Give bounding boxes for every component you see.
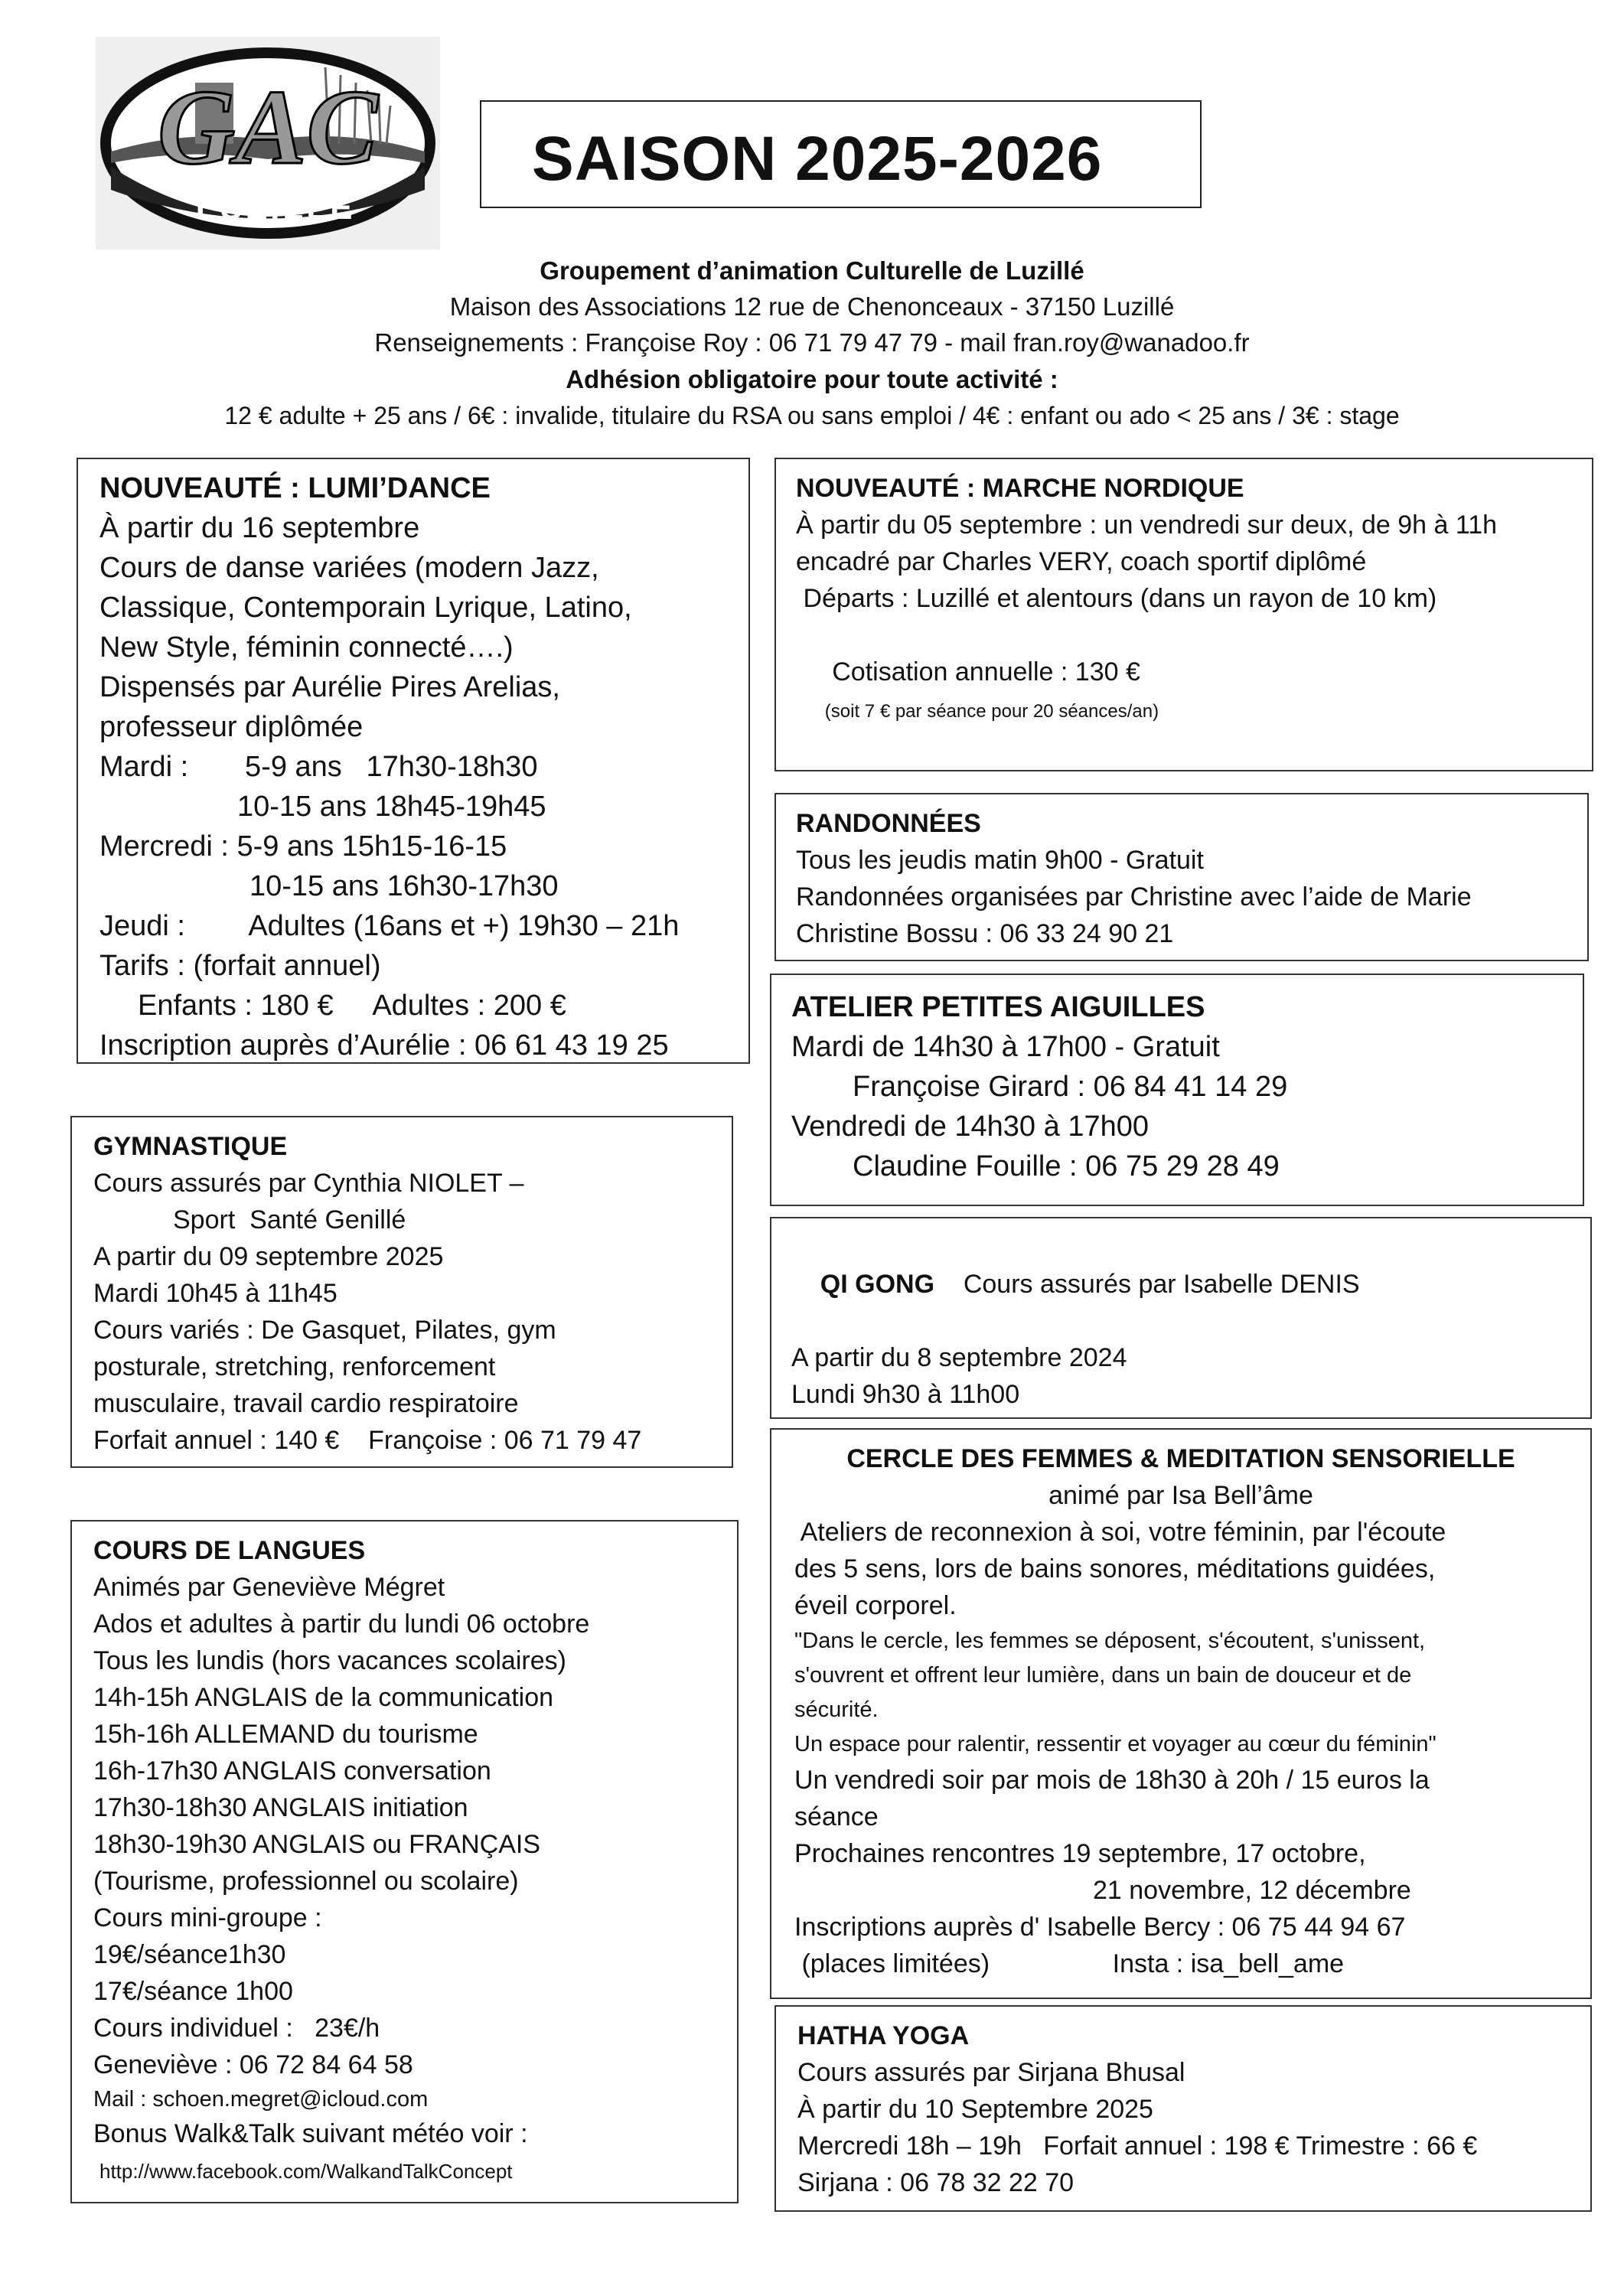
gymnastique-line: posturale, stretching, renforcement [93,1352,496,1381]
marche-box [774,458,1593,771]
langues-line: (Tourisme, professionnel ou scolaire) [93,1867,519,1896]
gac-logo [96,37,440,249]
logo-letters: GAC [158,68,378,187]
yoga-title: HATHA YOGA [797,2021,970,2050]
cercle-line: éveil corporel. [794,1591,957,1620]
marche-cotisation-note: (soit 7 € par séance pour 20 séances/an) [824,701,1159,722]
marche-cotisation: Cotisation annuelle : 130 € [824,657,1140,687]
langues-line: Tous les lundis (hors vacances scolaires) [93,1646,566,1675]
org-contact: Renseignements : Françoise Roy : 06 71 79 47 79 - mail fran.roy@wanadoo.fr [374,328,1250,357]
gymnastique-box [70,1116,733,1468]
aiguilles-title: ATELIER PETITES AIGUILLES [791,991,1205,1023]
langues-box [70,1520,739,2203]
gymnastique-title: GYMNASTIQUE [93,1132,288,1161]
gymnastique-line: Forfait annuel : 140 € Françoise : 06 71 79 47 [93,1426,642,1455]
lumidance-line: Classique, Contemporain Lyrique, Latino, [99,592,632,624]
lumidance-line: À partir du 16 septembre [99,512,420,544]
lumidance-line: 10-15 ans 18h45-19h45 [237,791,546,823]
cercle-title: CERCLE DES FEMMES & MEDITATION SENSORIELLE [846,1444,1515,1473]
qigong-subtitle: Cours assurés par Isabelle DENIS [963,1270,1360,1299]
marche-line: Départs : Luzillé et alentours (dans un rayon de 10 km) [796,584,1437,613]
qigong-box [770,1217,1592,1419]
langues-line: Geneviève : 06 72 84 64 58 [93,2050,413,2079]
org-address: Maison des Associations 12 rue de Chenonceaux - 37150 Luzillé [449,292,1175,321]
langues-line: 17€/séance 1h00 [93,1977,293,2006]
lumidance-line: Cours de danse variées (modern Jazz, [99,552,599,584]
lumidance-line: Enfants : 180 € Adultes : 200 € [138,990,566,1022]
yoga-line: À partir du 10 Septembre 2025 [797,2095,1153,2124]
aiguilles-line: Françoise Girard : 06 84 41 14 29 [853,1071,1288,1103]
season-title-box [480,100,1202,208]
langues-line: 18h30-19h30 ANGLAIS ou FRANÇAIS [93,1830,540,1859]
lumidance-line: 10-15 ans 16h30-17h30 [249,870,559,902]
yoga-line: Cours assurés par Sirjana Bhusal [797,2058,1185,2087]
cercle-line: 21 novembre, 12 décembre [1093,1876,1411,1905]
lumidance-line: Mardi : 5-9 ans 17h30-18h30 [99,751,538,783]
marche-title: NOUVEAUTÉ : MARCHE NORDIQUE [796,474,1244,503]
qigong-line: A partir du 8 septembre 2024 [791,1343,1127,1372]
cercle-line: des 5 sens, lors de bains sonores, méditations guidées, [794,1554,1436,1583]
cercle-line: Inscriptions auprès d' Isabelle Bercy : 06 75 44 94 67 [794,1913,1406,1942]
aiguilles-line: Vendredi de 14h30 à 17h00 [791,1110,1149,1143]
cercle-quote: sécurité. [794,1698,879,1722]
randonnees-title: RANDONNÉES [796,809,981,838]
aiguilles-box [770,974,1584,1206]
lumidance-line: professeur diplômée [99,711,364,743]
lumidance-line: Inscription auprès d’Aurélie : 06 61 43 19 25 [99,1029,669,1062]
randonnees-line: Tous les jeudis matin 9h00 - Gratuit [796,846,1204,875]
walk-talk-link: http://www.facebook.com/WalkandTalkConcept [99,2160,513,2183]
langues-line: 14h-15h ANGLAIS de la communication [93,1683,554,1712]
langues-line: 16h-17h30 ANGLAIS conversation [93,1756,491,1786]
aiguilles-line: Mardi de 14h30 à 17h00 - Gratuit [791,1031,1220,1063]
marche-line: encadré par Charles VERY, coach sportif diplômé [796,547,1367,576]
langues-line: Bonus Walk&Talk suivant météo voir : [93,2119,528,2148]
langues-line: Cours individuel : 23€/h [93,2014,380,2043]
qigong-title: QI GONG [820,1270,935,1299]
cercle-quote: s'ouvrent et offrent leur lumière, dans un bain de douceur et de [794,1663,1412,1688]
cercle-line: Un vendredi soir par mois de 18h30 à 20h / 15 euros la [794,1766,1430,1795]
aiguilles-line: Claudine Fouille : 06 75 29 28 49 [853,1150,1280,1182]
season-title: SAISON 2025-2026 [532,124,1103,194]
gac-logo-graphic [96,37,440,249]
logo-place: LUZILLÉ [195,189,356,227]
randonnees-line: Christine Bossu : 06 33 24 90 21 [796,919,1174,948]
lumidance-line: New Style, féminin connecté….) [99,631,514,664]
gymnastique-line: A partir du 09 septembre 2025 [93,1242,444,1271]
lumidance-line: Mercredi : 5-9 ans 15h15-16-15 [99,830,507,863]
membership-title: Adhésion obligatoire pour toute activité : [566,365,1058,393]
yoga-line: Mercredi 18h – 19h Forfait annuel : 198 € Trimestre : 66 € [797,2131,1478,2161]
lumidance-line: Jeudi : Adultes (16ans et +) 19h30 – 21h [99,910,680,942]
qigong-line: Lundi 9h30 à 11h00 [791,1380,1020,1409]
gymnastique-line: Cours variés : De Gasquet, Pilates, gym [93,1316,556,1345]
langues-line: Animés par Geneviève Mégret [93,1573,445,1602]
yoga-line: Sirjana : 06 78 32 22 70 [797,2168,1075,2197]
gymnastique-line: Sport Santé Genillé [173,1205,406,1234]
langues-line: 15h-16h ALLEMAND du tourisme [93,1720,478,1749]
cercle-box [770,1428,1592,1999]
randonnees-line: Randonnées organisées par Christine avec l’aide de Marie [796,882,1472,912]
lumidance-line: Dispensés par Aurélie Pires Arelias, [99,671,560,703]
lumidance-title: NOUVEAUTÉ : LUMI’DANCE [99,472,491,504]
gymnastique-line: musculaire, travail cardio respiratoire [93,1389,519,1418]
membership-prices: 12 € adulte + 25 ans / 6€ : invalide, titulaire du RSA ou sans emploi / 4€ : enfant ou ado < 25 ans / 3€ : stage [224,402,1400,429]
langues-line: Cours mini-groupe : [93,1903,322,1932]
langues-email: Mail : schoen.megret@icloud.com [93,2087,429,2112]
randonnees-box [774,793,1589,961]
cercle-line: Prochaines rencontres 19 septembre, 17 octobre, [794,1839,1366,1868]
cercle-quote: "Dans le cercle, les femmes se déposent, s'écoutent, s'unissent, [794,1629,1426,1653]
gymnastique-line: Cours assurés par Cynthia NIOLET – [93,1169,524,1198]
org-name: Groupement d’animation Culturelle de Luzillé [540,256,1084,285]
cercle-line: Ateliers de reconnexion à soi, votre féminin, par l'écoute [794,1518,1446,1547]
marche-line: À partir du 05 septembre : un vendredi sur deux, de 9h à 11h [796,510,1498,540]
qigong-line [791,1413,1590,1419]
cercle-subtitle: animé par Isa Bell’âme [1048,1481,1313,1510]
yoga-box [774,2005,1592,2212]
lumidance-line: Tarifs : (forfait annuel) [99,950,381,982]
langues-title: COURS DE LANGUES [93,1536,366,1565]
langues-line: Ados et adultes à partir du lundi 06 octobre [93,1609,590,1639]
langues-line: 19€/séance1h30 [93,1940,286,1969]
lumidance-box [77,458,750,1064]
cercle-line: (places limitées) Insta : isa_bell_ame [794,1949,1345,1978]
cercle-quote: Un espace pour ralentir, ressentir et voyager au cœur du féminin" [794,1732,1436,1756]
langues-line: 17h30-18h30 ANGLAIS initiation [93,1793,468,1822]
gymnastique-line: Mardi 10h45 à 11h45 [93,1279,338,1308]
cercle-line: séance [794,1802,879,1831]
marche-line [796,767,1592,771]
